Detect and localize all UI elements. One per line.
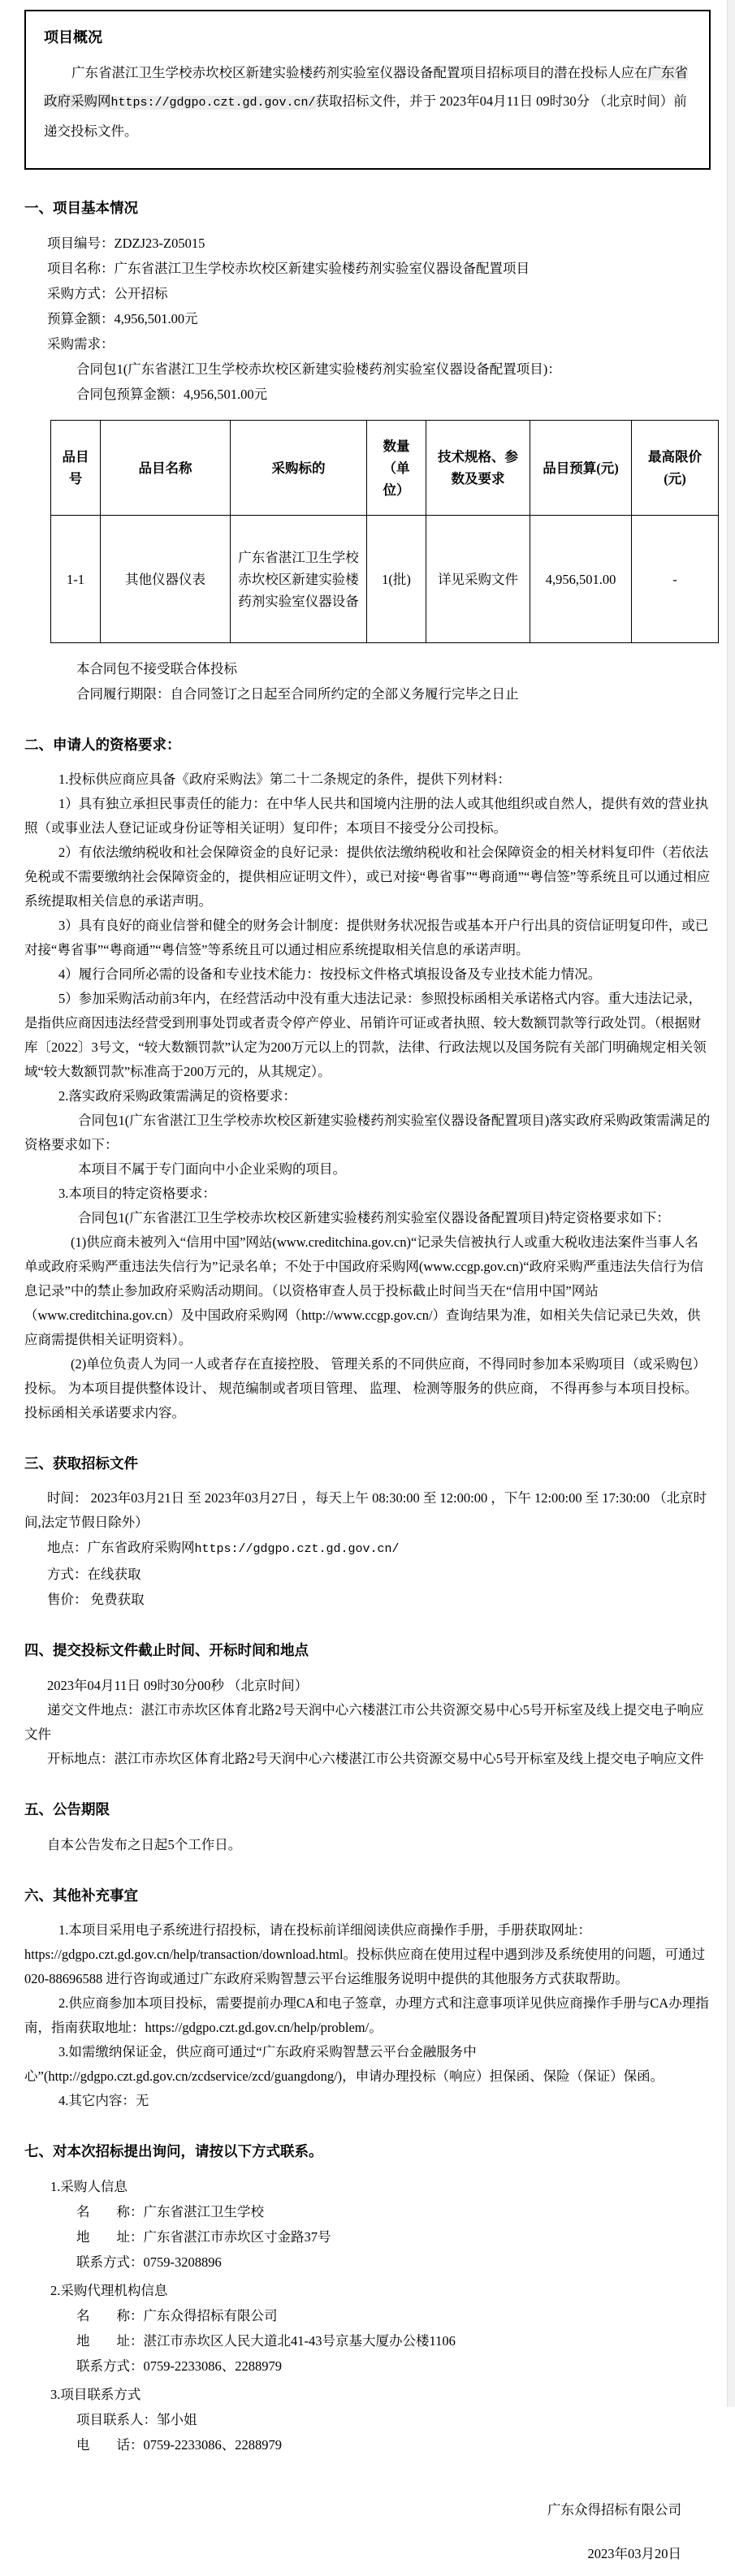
budget-line xyxy=(24,306,711,331)
purchaser-info-title: 1.采购人信息 xyxy=(50,2179,128,2194)
open-place-line: 开标地点：湛江市赤坎区体育北路2号天润中心六楼湛江市公共资源交易中心5号开标室及线上提交电子响应文件 xyxy=(47,1751,704,1766)
col-item-name: 品目名称 xyxy=(101,421,231,516)
project-contact-person-line: 项目联系人：邹小姐 xyxy=(76,2412,197,2427)
demand-label: 采购需求： xyxy=(47,336,115,352)
col-quantity: 数量（单位） xyxy=(367,421,426,516)
agency-info-title: 2.采购代理机构信息 xyxy=(50,2283,168,2298)
overview-title: 项目概况 xyxy=(44,29,102,45)
agency-phone-line: 联系方式：0759-2233086、2288979 xyxy=(76,2358,282,2374)
items-table xyxy=(50,420,719,643)
qualification-para: 1.投标供应商应具备《政府采购法》第二十二条规定的条件，提供下列材料： xyxy=(58,772,511,787)
supplementary-para: 2.供应商参加本项目投标，需要提前办理CA和电子签章，办理方式和注意事项详见供应商操作手册与CA办理指南，指南获取地址：https://gdgpo.czt.gd.gov.cn/help/problem/。 xyxy=(24,1995,709,2035)
project-number-line xyxy=(24,231,711,256)
project-overview-box xyxy=(24,10,711,170)
project-contact-person: 邹小姐 xyxy=(157,2412,197,2427)
qualification-para: 4）履行合同所必需的设备和专业技术能力：按投标文件格式填报设备及专业技术能力情况。 xyxy=(58,966,602,982)
supplementary-para: 3.如需缴纳保证金，供应商可通过“广东政府采购智慧云平台金融服务中心”(http://gdgpo.czt.gd.gov.cn/zcdservice/zcd/guangdong/)，申请办理投标（响应）担保函、保险（保证）保函。 xyxy=(24,2044,664,2084)
project-contact-title: 3.项目联系方式 xyxy=(50,2387,141,2402)
procurement-method-line xyxy=(24,281,711,306)
cell-quantity: 1(批) xyxy=(367,516,426,643)
project-contact-phone: 0759-2233086、2288979 xyxy=(143,2437,282,2453)
obtain-time-line: 时间： 2023年03月21日 至 2023年03月27日 ，每天上午 08:30:00 至 12:00:00 ，下午 12:00:00 至 17:30:00 （北京时间,法定节假日除外） xyxy=(24,1490,707,1530)
cell-subject: 广东省湛江卫生学校赤坎校区新建实验楼药剂实验室仪器设备 xyxy=(231,516,367,643)
section-heading-announcement-period: 五、公告期限 xyxy=(24,1801,110,1817)
no-consortium-line: 本合同包不接受联合体投标 xyxy=(76,661,237,676)
project-name-label: 项目名称： xyxy=(47,261,115,276)
signature-company: 广东众得招标有限公司 xyxy=(547,2502,681,2518)
col-specs: 技术规格、参数及要求 xyxy=(426,421,530,516)
project-name-line xyxy=(24,256,711,281)
cell-item-budget: 4,956,501.00 xyxy=(530,516,632,643)
procurement-method-label: 采购方式： xyxy=(47,286,115,301)
col-price-cap: 最高限价(元) xyxy=(632,421,719,516)
supplementary-para: 4.其它内容：无 xyxy=(58,2093,149,2108)
overview-intro-post: 获取招标文件，并于 2023年04月11日 09时30分 （北京时间）前递交投标文件。 xyxy=(44,93,687,139)
obtain-method-line: 方式：在线获取 xyxy=(47,1567,141,1582)
section-heading-qualification: 二、申请人的资格要求： xyxy=(24,737,181,753)
section-heading-obtain-documents: 三、获取招标文件 xyxy=(24,1455,138,1472)
package-line: 合同包1(广东省湛江卫生学校赤坎校区新建实验楼药剂实验室仪器设备配置项目)： xyxy=(76,361,561,377)
qualification-para: 5）参加采购活动前3年内，在经营活动中没有重大违法记录：参照投标函相关承诺格式内容。重大违法记录，是指供应商因违法经营受到刑事处罚或者责令停产停业、吊销许可证或者执照、较大数额罚款等行政处罚。（根据财库〔2022〕3号文，“较大数额罚款”认定为200万元以上的罚款，法律、行政法规以及国务院有关部门明确规定相关领域“较大数额罚款”标准高于200万元的，从其规定）。 xyxy=(24,991,707,1079)
bid-deadline-line: 2023年04月11日 09时30分00秒 （北京时间） xyxy=(47,1678,309,1693)
col-item-no: 品目号 xyxy=(51,421,101,516)
submit-place-line: 递交文件地点：湛江市赤坎区体育北路2号天润中心六楼湛江市公共资源交易中心5号开标室及线上提交电子响应文件 xyxy=(24,1702,704,1742)
qualification-para: (2)单位负责人为同一人或者存在直接控股、 管理关系的不同供应商，不得同时参加本采购项目（或采购包）投标。 为本项目提供整体设计、 规范编制或者项目管理、 监理、 检测等服务的供应商， 不得再参与本项目投标。 投标函相关承诺要求内容。 xyxy=(24,1356,707,1420)
package-budget-line: 合同包预算金额：4,956,501.00元 xyxy=(76,387,268,402)
cell-specs: 详见采购文件 xyxy=(426,516,530,643)
purchaser-name-line: 名 称：广东省湛江卫生学校 xyxy=(76,2204,264,2219)
agency-name: 广东众得招标有限公司 xyxy=(143,2308,278,2323)
budget-value: 4,956,501.00元 xyxy=(114,311,198,326)
obtain-price-line: 售价： 免费获取 xyxy=(47,1592,145,1607)
project-number-value: ZDZJ23-Z05015 xyxy=(114,236,205,251)
purchaser-phone: 0759-3208896 xyxy=(143,2254,222,2270)
qualification-para: 3）具有良好的商业信誉和健全的财务会计制度：提供财务状况报告或基本开户行出具的资信证明复印件，或已对接“粤省事”“粤商通”“粤信签”等系统且可以通过相应系统提取相关信息的承诺声明。 xyxy=(24,918,709,957)
contract-duration-line: 合同履行期限：自合同签订之日起至合同所约定的全部义务履行完毕之日止 xyxy=(76,686,519,702)
project-contact-phone-line: 电 话：0759-2233086、2288979 xyxy=(76,2437,282,2453)
signature-block xyxy=(24,2488,711,2576)
section-heading-contacts: 七、对本次招标提出询问，请按以下方式联系。 xyxy=(24,2143,323,2159)
supplementary-para: 1.本项目采用电子系统进行招投标，请在投标前详细阅读供应商操作手册，手册获取网址：https://gdgpo.czt.gd.gov.cn/help/transaction/download.html。投标供应商在使用过程中遇到涉及系统使用的问题，可通过020-88696588 进行咨询或通过广东政府采购智慧云平台运维服务说明中提供的其他服务方式获取帮助。 xyxy=(24,1922,706,1986)
agency-name-line: 名 称：广东众得招标有限公司 xyxy=(76,2308,278,2323)
obtain-location-line xyxy=(24,1535,711,1562)
qualification-para: 3.本项目的特定资格要求： xyxy=(58,1186,216,1201)
section-heading-supplementary: 六、其他补充事宜 xyxy=(24,1887,138,1904)
cell-price-cap: - xyxy=(632,516,719,643)
agency-address: 湛江市赤坎区人民大道北41-43号京基大厦办公楼1106 xyxy=(143,2333,456,2349)
procurement-method-value: 公开招标 xyxy=(114,286,168,301)
project-number-label: 项目编号： xyxy=(47,236,115,251)
qualification-para: 本项目不属于专门面向中小企业采购的项目。 xyxy=(78,1161,346,1177)
col-item-budget: 品目预算(元) xyxy=(530,421,632,516)
cell-item-no: 1-1 xyxy=(51,516,101,643)
procurement-site-link[interactable]: https://gdgpo.czt.gd.gov.cn/ xyxy=(110,96,316,110)
section-heading-basic-info: 一、项目基本情况 xyxy=(24,200,138,216)
qualification-para: 2）有依法缴纳税收和社会保障资金的良好记录：提供依法缴纳税收和社会保障资金的相关材料复印件（若依法免税或不需要缴纳社会保障资金的，提供相应证明文件），或已对接“粤省事”“粤商通”“粤信签”等系统且可以通过相应系统提取相关信息的承诺声明。 xyxy=(24,845,711,909)
qualification-para: (1)供应商未被列入“信用中国”网站(www.creditchina.gov.cn)“记录失信被执行人或重大税收违法案件当事人名单或政府采购严重违法失信行为”记录名单；不处于中国政府采购网(www.ccgp.gov.cn)“政府采购严重违法失信行为信息记录”中的禁止参加政府采购活动期间。（以资格审查人员于投标截止时间当天在“信用中国”网站（www.creditchina.gov.cn）及中国政府采购网（http://www.ccgp.gov.cn/）查询结果为准，如相关失信记录已失效，供应商需提供相关证明资料）。 xyxy=(24,1234,704,1347)
scrollbar-track[interactable] xyxy=(727,0,735,2407)
qualification-para: 合同包1(广东省湛江卫生学校赤坎校区新建实验楼药剂实验室仪器设备配置项目)落实政府采购政策需满足的资格要求如下： xyxy=(24,1113,711,1152)
qualification-para: 1）具有独立承担民事责任的能力：在中华人民共和国境内注册的法人或其他组织或自然人，提供有效的营业执照（或事业法人登记证或身份证等相关证明）复印件；本项目不接受分公司投标。 xyxy=(24,796,709,836)
overview-intro-pre: 广东省湛江卫生学校赤坎校区新建实验楼药剂实验室仪器设备配置项目招标项目的潜在投标人应在 xyxy=(71,65,648,80)
col-subject: 采购标的 xyxy=(231,421,367,516)
items-table-row xyxy=(51,516,719,643)
budget-label: 预算金额： xyxy=(47,311,115,326)
qualification-para: 2.落实政府采购政策需满足的资格要求： xyxy=(58,1088,296,1104)
overview-intro xyxy=(44,58,691,145)
project-name-value: 广东省湛江卫生学校赤坎校区新建实验楼药剂实验室仪器设备配置项目 xyxy=(114,261,530,276)
purchaser-address: 广东省湛江市赤坎区寸金路37号 xyxy=(143,2229,331,2245)
demand-line xyxy=(24,331,711,357)
agency-phone: 0759-2233086、2288979 xyxy=(143,2358,282,2374)
obtain-location-url: https://gdgpo.czt.gd.gov.cn/ xyxy=(194,1542,400,1556)
section-heading-deadline: 四、提交投标文件截止时间、开标时间和地点 xyxy=(24,1642,309,1658)
agency-address-line: 地 址：湛江市赤坎区人民大道北41-43号京基大厦办公楼1106 xyxy=(76,2333,456,2349)
announcement-period-line: 自本公告发布之日起5个工作日。 xyxy=(47,1837,242,1852)
obtain-location-label: 地点：广东省政府采购网 xyxy=(47,1540,195,1555)
qualification-para: 合同包1(广东省湛江卫生学校赤坎校区新建实验楼药剂实验室仪器设备配置项目)特定资格要求如下： xyxy=(78,1210,670,1225)
items-table-header-row xyxy=(51,421,719,516)
purchaser-phone-line: 联系方式：0759-3208896 xyxy=(76,2254,222,2270)
signature-date: 2023年03月20日 xyxy=(587,2546,681,2561)
cell-item-name: 其他仪器仪表 xyxy=(101,516,231,643)
purchaser-address-line: 地 址：广东省湛江市赤坎区寸金路37号 xyxy=(76,2229,331,2245)
purchaser-name: 广东省湛江卫生学校 xyxy=(143,2204,264,2219)
procurement-site-name: 广东省政府采购网 xyxy=(44,65,688,109)
